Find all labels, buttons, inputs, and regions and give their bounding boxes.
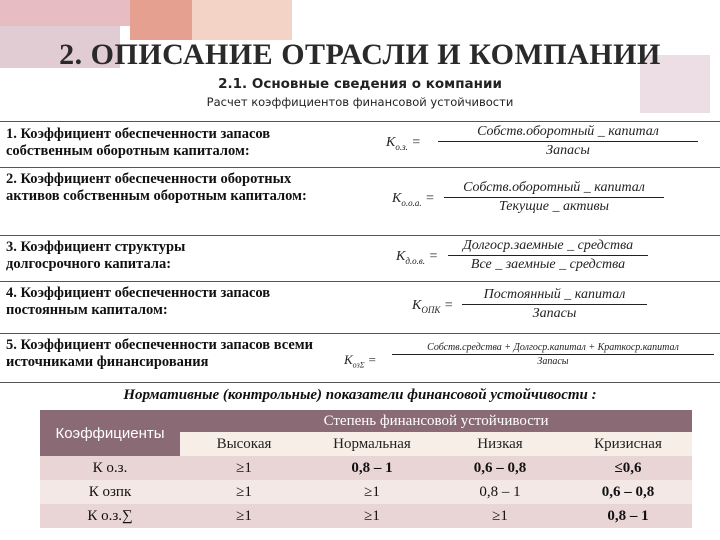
- formula-1-expression: [386, 124, 706, 166]
- cell-value: 0,8 – 1: [308, 456, 436, 480]
- formula-4-numerator: Постоянный _ капитал: [462, 287, 647, 305]
- formula-row-1: [0, 121, 720, 167]
- deco-block-peach: [192, 0, 292, 40]
- formula-1-numerator: Собств.оборотный _ капитал: [438, 124, 698, 142]
- formula-1-symbol: K: [386, 135, 396, 150]
- formula-4-denominator: Запасы: [532, 306, 577, 321]
- formula-1-denominator: Запасы: [546, 143, 590, 158]
- formula-1-label: 1. Коэффициент обеспеченности запасов собственным оборотным капиталом:: [6, 126, 271, 159]
- formula-5-denominator: Запасы: [537, 356, 569, 367]
- table-row: [40, 480, 692, 504]
- norms-table: [40, 410, 692, 528]
- cell-value: ≥1: [180, 456, 308, 480]
- cell-value: ≥1: [180, 480, 308, 504]
- formula-3-numerator: Долгоср.заемные _ средства: [448, 238, 648, 256]
- formula-row-5: [0, 333, 720, 383]
- cell-value: ≥1: [308, 504, 436, 528]
- level-low: Низкая: [436, 432, 564, 456]
- section-subtitle: 2.1. Основные сведения о компании: [218, 76, 502, 92]
- row-name: К озпк: [40, 480, 180, 504]
- formula-5-expression: [344, 342, 716, 382]
- row-name: К о.з.: [40, 456, 180, 480]
- formula-5-label: 5. Коэффициент обеспеченности запасов всеми источниками финансирования: [6, 337, 314, 370]
- norms-col-header: Коэффициенты: [40, 410, 180, 456]
- row-name: К о.з.∑: [40, 504, 180, 528]
- formula-1-equals: =: [411, 135, 421, 150]
- cell-value: 0,8 – 1: [564, 504, 692, 528]
- page-title: 2. ОПИСАНИЕ ОТРАСЛИ И КОМПАНИИ: [59, 38, 661, 71]
- cell-value: 0,6 – 0,8: [436, 456, 564, 480]
- table-row: [40, 456, 692, 480]
- formula-5-equals: =: [367, 352, 377, 367]
- formula-2-label: 2. Коэффициент обеспеченности оборотных активов собственным оборотным капиталом:: [6, 171, 307, 204]
- formula-4-label: 4. Коэффициент обеспеченности запасов постоянным капиталом:: [6, 285, 271, 318]
- deco-block-salmon: [130, 0, 192, 40]
- cell-value: 0,6 – 0,8: [564, 480, 692, 504]
- cell-value: ≤0,6: [564, 456, 692, 480]
- formula-row-4: [0, 281, 720, 333]
- formula-3-symbol: K: [396, 249, 406, 264]
- formula-2-subscript: о.о.а.: [401, 197, 422, 208]
- formula-4-equals: =: [443, 298, 454, 313]
- formula-3-subscript: д.о.в.: [405, 255, 426, 266]
- formula-row-3: [0, 235, 720, 281]
- norms-group-header: Степень финансовой устойчивости: [180, 410, 692, 432]
- level-crisis: Кризисная: [564, 432, 692, 456]
- formula-3-equals: =: [428, 249, 439, 264]
- level-high: Высокая: [180, 432, 308, 456]
- deco-block-pink: [0, 0, 130, 26]
- formula-2-denominator: Текущие _ активы: [498, 199, 610, 214]
- formula-1-subscript: о.з.: [395, 141, 408, 152]
- cell-value: ≥1: [180, 504, 308, 528]
- formula-4-symbol: K: [412, 298, 422, 313]
- formula-2-expression: [392, 180, 712, 222]
- formula-4-subscript: ОПК: [421, 304, 441, 315]
- formula-3-denominator: Все _ заемные _ средства: [470, 257, 626, 272]
- cell-value: 0,8 – 1: [436, 480, 564, 504]
- formula-3-label: 3. Коэффициент структуры долгосрочного капитала:: [6, 239, 186, 272]
- norms-title: Нормативные (контрольные) показатели финансовой устойчивости :: [123, 387, 597, 403]
- formula-5-numerator: Собств.средства + Долгоср.капитал + Краткоср.капитал: [392, 342, 714, 355]
- formula-2-symbol: K: [392, 191, 402, 206]
- formula-5-subscript: озΣ: [352, 360, 365, 370]
- formula-3-expression: [396, 238, 716, 280]
- table-row: [40, 504, 692, 528]
- formula-5-symbol: K: [344, 352, 353, 367]
- cell-value: ≥1: [436, 504, 564, 528]
- formula-2-numerator: Собств.оборотный _ капитал: [444, 180, 664, 198]
- level-normal: Нормальная: [308, 432, 436, 456]
- formula-2-equals: =: [425, 191, 435, 206]
- cell-value: ≥1: [308, 480, 436, 504]
- formula-row-2: [0, 167, 720, 235]
- formula-4-expression: [412, 287, 712, 329]
- section-caption: Расчет коэффициентов финансовой устойчивости: [206, 95, 514, 109]
